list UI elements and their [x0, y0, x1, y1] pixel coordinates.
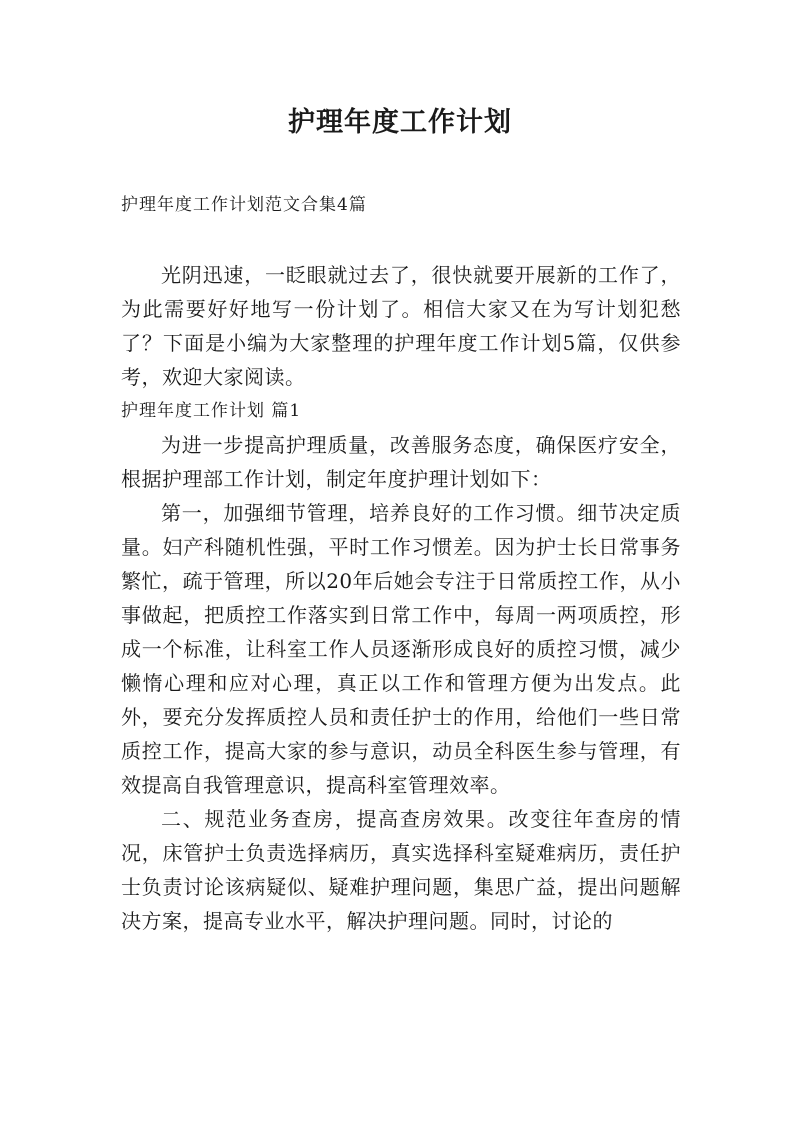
document-subtitle: 护理年度工作计划范文合集4篇 — [121, 195, 367, 215]
body-paragraph: 为进一步提高护理质量，改善服务态度，确保医疗安全，根据护理部工作计划，制定年度护理计划如下： — [121, 433, 681, 491]
document-body — [121, 258, 681, 938]
body-paragraph: 第一，加强细节管理，培养良好的工作习惯。细节决定质量。妇产科随机性强，平时工作习惯差。因为护士长日常事务繁忙，疏于管理，所以20年后她会专注于日常质控工作，从小事做起，把质控工作落实到日常工作中，每周一两项质控，形成一个标准，让科室工作人员逐渐形成良好的质控习惯，减少懒惰心理和应对心理，真正以工作和管理方便为出发点。此外，要充分发挥质控人员和责任护士的作用，给他们一些日常质控工作，提高大家的参与意识，动员全科医生参与管理，有效提高自我管理意识，提高科室管理效率。 — [121, 501, 681, 797]
section-heading: 护理年度工作计划 篇1 — [121, 401, 302, 421]
body-paragraph: 二、规范业务查房，提高查房效果。改变往年查房的情况，床管护士负责选择病历，真实选择科室疑难病历，责任护士负责讨论该病疑似、疑难护理问题，集思广益，提出问题解决方案，提高专业水平，解决护理问题。同时，讨论的 — [121, 807, 681, 933]
intro-paragraph: 光阴迅速，一眨眼就过去了，很快就要开展新的工作了，为此需要好好地写一份计划了。相信大家又在为写计划犯愁了？下面是小编为大家整理的护理年度工作计划5篇，仅供参考，欢迎大家阅读。 — [121, 263, 681, 389]
document-title: 护理年度工作计划 — [288, 107, 512, 138]
